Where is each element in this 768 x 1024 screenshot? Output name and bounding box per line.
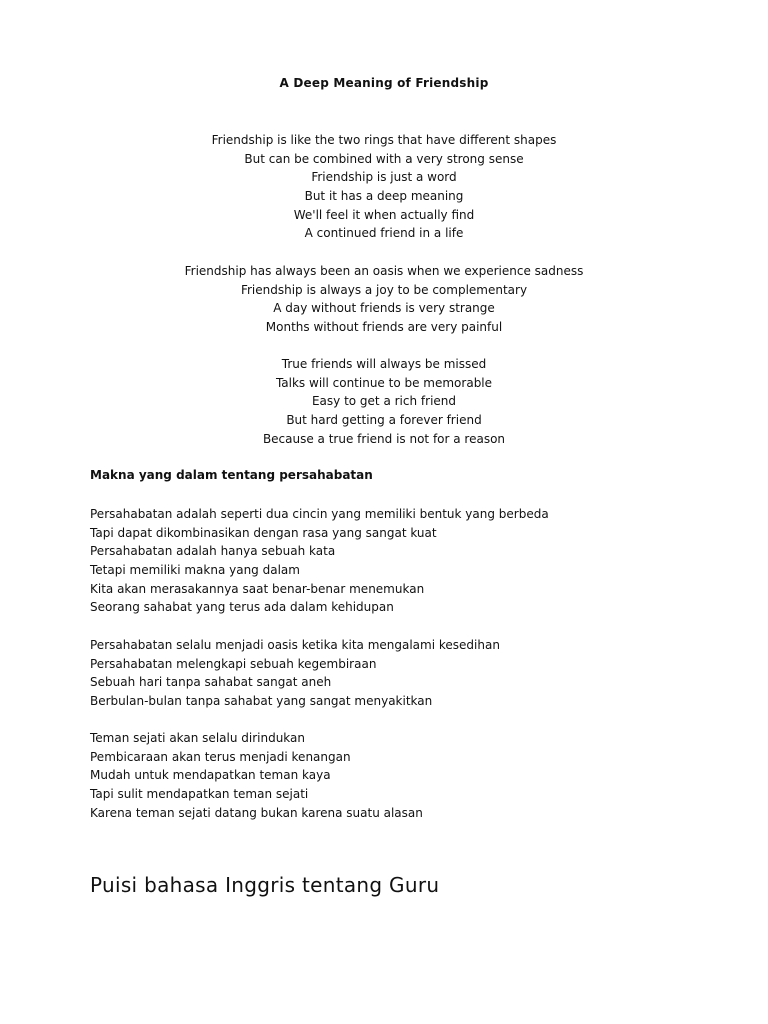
- poem-line: Kita akan merasakannya saat benar-benar menemukan: [90, 581, 425, 596]
- indonesian-stanza-2: [90, 636, 730, 711]
- poem-line: True friends will always be missed: [281, 357, 487, 371]
- poem-line: Sebuah hari tanpa sahabat sangat aneh: [90, 675, 332, 690]
- poem-line: Persahabatan melengkapi sebuah kegembiraan: [90, 656, 377, 671]
- poem-line: Tapi sulit mendapatkan teman sejati: [90, 787, 309, 802]
- poem-line: Friendship is just a word: [311, 170, 457, 185]
- poem-line: Months without friends are very painful: [265, 320, 503, 335]
- poem-line: Mudah untuk mendapatkan teman kaya: [90, 768, 331, 783]
- poem-line: Persahabatan adalah hanya sebuah kata: [90, 544, 336, 559]
- poem-line: Friendship has always been an oasis when we experience sadness: [184, 264, 584, 278]
- indonesian-title: Makna yang dalam tentang persahabatan: [90, 468, 373, 482]
- poem-line: Persahabatan selalu menjadi oasis ketika kita mengalami kesedihan: [90, 638, 500, 652]
- poem-line: Berbulan-bulan tanpa sahabat yang sangat menyakitkan: [90, 694, 433, 709]
- poem-line: Teman sejati akan selalu dirindukan: [90, 731, 305, 745]
- poem-title: A Deep Meaning of Friendship: [279, 76, 489, 90]
- indonesian-stanza-3: [90, 729, 730, 822]
- poem-line: But can be combined with a very strong sense: [244, 151, 524, 166]
- english-stanza-2: [0, 262, 768, 337]
- poem-line: Friendship is like the two rings that have different shapes: [211, 133, 557, 147]
- poem-line: Talks will continue to be memorable: [275, 375, 493, 390]
- section-heading: Puisi bahasa Inggris tentang Guru: [90, 873, 440, 897]
- poem-line: Persahabatan adalah seperti dua cincin yang memiliki bentuk yang berbeda: [90, 507, 549, 521]
- poem-line: Friendship is always a joy to be complementary: [240, 282, 528, 297]
- poem-line: Karena teman sejati datang bukan karena suatu alasan: [90, 805, 423, 820]
- poem-line: Tapi dapat dikombinasikan dengan rasa yang sangat kuat: [90, 525, 437, 540]
- poem-line: A day without friends is very strange: [273, 301, 495, 316]
- poem-line: Seorang sahabat yang terus ada dalam kehidupan: [90, 600, 394, 615]
- poem-line: Tetapi memiliki makna yang dalam: [90, 563, 300, 578]
- poem-line: A continued friend in a life: [304, 226, 464, 241]
- poem-line: We'll feel it when actually find: [293, 207, 475, 222]
- indonesian-stanza-1: [90, 505, 730, 617]
- english-stanza-1: [0, 131, 768, 243]
- poem-line: Pembicaraan akan terus menjadi kenangan: [90, 749, 351, 764]
- poem-line: Easy to get a rich friend: [311, 394, 457, 409]
- poem-line: Because a true friend is not for a reason: [262, 431, 506, 446]
- poem-line: But it has a deep meaning: [304, 189, 464, 204]
- english-stanza-3: [0, 355, 768, 448]
- poem-line: But hard getting a forever friend: [286, 413, 482, 428]
